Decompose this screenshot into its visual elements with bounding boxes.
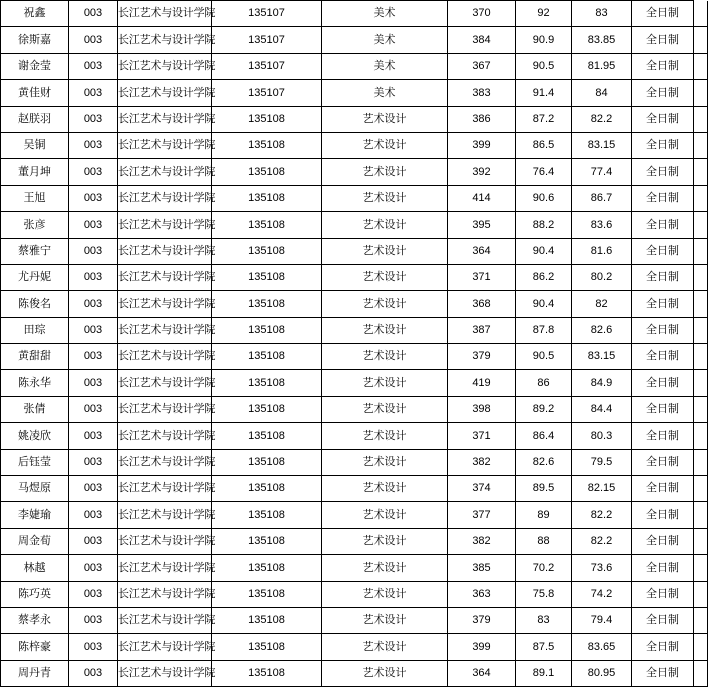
cell-name[interactable]: 董月坤 bbox=[1, 159, 69, 185]
cell-college[interactable]: 长江艺术与设计学院 bbox=[118, 317, 212, 343]
row-trailing-cell bbox=[694, 344, 708, 370]
cell-dept-code[interactable]: 003 bbox=[69, 476, 118, 502]
cell-score-1[interactable]: 90.9 bbox=[516, 27, 572, 53]
cell-score-2[interactable]: 83.85 bbox=[572, 27, 632, 53]
cell-major-name[interactable]: 艺术设计 bbox=[322, 291, 448, 317]
cell-total-score[interactable]: 377 bbox=[448, 502, 516, 528]
cell-major-code[interactable]: 135108 bbox=[212, 185, 322, 211]
cell-study-type[interactable]: 全日制 bbox=[632, 449, 694, 475]
row-trailing-cell bbox=[694, 581, 708, 607]
cell-name[interactable]: 徐斯嘉 bbox=[1, 27, 69, 53]
cell-total-score[interactable]: 399 bbox=[448, 634, 516, 660]
cell-score-2[interactable]: 82.6 bbox=[572, 317, 632, 343]
cell-name[interactable]: 田琮 bbox=[1, 317, 69, 343]
table-row[interactable] bbox=[1, 423, 708, 449]
cell-dept-code[interactable]: 003 bbox=[69, 291, 118, 317]
cell-total-score[interactable]: 399 bbox=[448, 132, 516, 158]
cell-score-2[interactable]: 86.7 bbox=[572, 185, 632, 211]
cell-study-type[interactable]: 全日制 bbox=[632, 370, 694, 396]
cell-study-type[interactable]: 全日制 bbox=[632, 212, 694, 238]
cell-total-score[interactable]: 385 bbox=[448, 555, 516, 581]
table-row[interactable] bbox=[1, 476, 708, 502]
cell-college[interactable]: 长江艺术与设计学院 bbox=[118, 53, 212, 79]
cell-college[interactable]: 长江艺术与设计学院 bbox=[118, 238, 212, 264]
cell-score-1[interactable]: 70.2 bbox=[516, 555, 572, 581]
table-row[interactable] bbox=[1, 106, 708, 132]
cell-name[interactable]: 蔡雅宁 bbox=[1, 238, 69, 264]
cell-college[interactable]: 长江艺术与设计学院 bbox=[118, 291, 212, 317]
cell-study-type[interactable]: 全日制 bbox=[632, 317, 694, 343]
cell-dept-code[interactable]: 003 bbox=[69, 132, 118, 158]
cell-total-score[interactable]: 374 bbox=[448, 476, 516, 502]
table-row[interactable] bbox=[1, 159, 708, 185]
cell-dept-code[interactable]: 003 bbox=[69, 27, 118, 53]
cell-dept-code[interactable]: 003 bbox=[69, 1, 118, 27]
table-row[interactable] bbox=[1, 132, 708, 158]
cell-name[interactable]: 王旭 bbox=[1, 185, 69, 211]
cell-total-score[interactable]: 383 bbox=[448, 80, 516, 106]
cell-study-type[interactable]: 全日制 bbox=[632, 634, 694, 660]
cell-dept-code[interactable]: 003 bbox=[69, 581, 118, 607]
cell-major-code[interactable]: 135108 bbox=[212, 106, 322, 132]
cell-college[interactable]: 长江艺术与设计学院 bbox=[118, 27, 212, 53]
cell-major-code[interactable]: 135108 bbox=[212, 370, 322, 396]
cell-name[interactable]: 黄佳财 bbox=[1, 80, 69, 106]
cell-name[interactable]: 周丹青 bbox=[1, 660, 69, 686]
cell-college[interactable]: 长江艺术与设计学院 bbox=[118, 370, 212, 396]
row-trailing-cell bbox=[694, 555, 708, 581]
cell-total-score[interactable]: 364 bbox=[448, 238, 516, 264]
row-trailing-cell bbox=[694, 476, 708, 502]
cell-name[interactable]: 黄甜甜 bbox=[1, 344, 69, 370]
cell-score-2[interactable]: 82 bbox=[572, 291, 632, 317]
cell-dept-code[interactable]: 003 bbox=[69, 80, 118, 106]
cell-total-score[interactable]: 398 bbox=[448, 396, 516, 422]
cell-dept-code[interactable]: 003 bbox=[69, 634, 118, 660]
row-trailing-cell bbox=[694, 1, 708, 27]
cell-study-type[interactable]: 全日制 bbox=[632, 528, 694, 554]
table-row[interactable] bbox=[1, 634, 708, 660]
cell-college[interactable]: 长江艺术与设计学院 bbox=[118, 396, 212, 422]
cell-dept-code[interactable]: 003 bbox=[69, 370, 118, 396]
table-row[interactable] bbox=[1, 80, 708, 106]
cell-major-code[interactable]: 135108 bbox=[212, 264, 322, 290]
cell-study-type[interactable]: 全日制 bbox=[632, 27, 694, 53]
cell-study-type[interactable]: 全日制 bbox=[632, 264, 694, 290]
cell-college[interactable]: 长江艺术与设计学院 bbox=[118, 1, 212, 27]
cell-major-name[interactable]: 艺术设计 bbox=[322, 132, 448, 158]
cell-study-type[interactable]: 全日制 bbox=[632, 80, 694, 106]
cell-college[interactable]: 长江艺术与设计学院 bbox=[118, 449, 212, 475]
cell-total-score[interactable]: 367 bbox=[448, 53, 516, 79]
cell-dept-code[interactable]: 003 bbox=[69, 159, 118, 185]
row-trailing-cell bbox=[694, 80, 708, 106]
cell-score-1[interactable]: 89.5 bbox=[516, 476, 572, 502]
table-row[interactable] bbox=[1, 264, 708, 290]
cell-dept-code[interactable]: 003 bbox=[69, 106, 118, 132]
cell-score-1[interactable]: 87.5 bbox=[516, 634, 572, 660]
cell-study-type[interactable]: 全日制 bbox=[632, 555, 694, 581]
row-trailing-cell bbox=[694, 634, 708, 660]
cell-score-1[interactable]: 91.4 bbox=[516, 80, 572, 106]
cell-study-type[interactable]: 全日制 bbox=[632, 238, 694, 264]
cell-name[interactable]: 蔡孝永 bbox=[1, 607, 69, 633]
table-row[interactable] bbox=[1, 27, 708, 53]
cell-score-1[interactable]: 90.6 bbox=[516, 185, 572, 211]
cell-name[interactable]: 张彦 bbox=[1, 212, 69, 238]
table-row[interactable] bbox=[1, 1, 708, 27]
cell-major-name[interactable]: 艺术设计 bbox=[322, 106, 448, 132]
cell-major-code[interactable]: 135108 bbox=[212, 159, 322, 185]
cell-total-score[interactable]: 382 bbox=[448, 528, 516, 554]
cell-name[interactable]: 尤丹妮 bbox=[1, 264, 69, 290]
cell-college[interactable]: 长江艺术与设计学院 bbox=[118, 264, 212, 290]
row-trailing-cell bbox=[694, 502, 708, 528]
cell-study-type[interactable]: 全日制 bbox=[632, 396, 694, 422]
cell-score-1[interactable]: 75.8 bbox=[516, 581, 572, 607]
cell-score-2[interactable]: 79.4 bbox=[572, 607, 632, 633]
cell-score-2[interactable]: 73.6 bbox=[572, 555, 632, 581]
cell-college[interactable]: 长江艺术与设计学院 bbox=[118, 502, 212, 528]
cell-score-1[interactable]: 83 bbox=[516, 607, 572, 633]
cell-major-name[interactable]: 艺术设计 bbox=[322, 185, 448, 211]
cell-score-2[interactable]: 74.2 bbox=[572, 581, 632, 607]
cell-score-1[interactable]: 86 bbox=[516, 370, 572, 396]
cell-major-name[interactable]: 美术 bbox=[322, 53, 448, 79]
cell-name[interactable]: 陈永华 bbox=[1, 370, 69, 396]
cell-study-type[interactable]: 全日制 bbox=[632, 423, 694, 449]
row-trailing-cell bbox=[694, 212, 708, 238]
cell-college[interactable]: 长江艺术与设计学院 bbox=[118, 80, 212, 106]
table-row[interactable] bbox=[1, 502, 708, 528]
row-trailing-cell bbox=[694, 528, 708, 554]
row-trailing-cell bbox=[694, 132, 708, 158]
cell-major-code[interactable]: 135108 bbox=[212, 344, 322, 370]
cell-dept-code[interactable]: 003 bbox=[69, 344, 118, 370]
cell-score-2[interactable]: 84.9 bbox=[572, 370, 632, 396]
cell-study-type[interactable]: 全日制 bbox=[632, 476, 694, 502]
cell-major-code[interactable]: 135108 bbox=[212, 132, 322, 158]
cell-total-score[interactable]: 392 bbox=[448, 159, 516, 185]
row-trailing-cell bbox=[694, 317, 708, 343]
table-row[interactable] bbox=[1, 396, 708, 422]
cell-major-code[interactable]: 135108 bbox=[212, 607, 322, 633]
cell-study-type[interactable]: 全日制 bbox=[632, 344, 694, 370]
cell-college[interactable]: 长江艺术与设计学院 bbox=[118, 634, 212, 660]
cell-dept-code[interactable]: 003 bbox=[69, 660, 118, 686]
cell-study-type[interactable]: 全日制 bbox=[632, 185, 694, 211]
cell-score-2[interactable]: 80.3 bbox=[572, 423, 632, 449]
table-body bbox=[1, 1, 708, 687]
cell-major-name[interactable]: 艺术设计 bbox=[322, 264, 448, 290]
cell-total-score[interactable]: 414 bbox=[448, 185, 516, 211]
cell-major-code[interactable]: 135108 bbox=[212, 396, 322, 422]
cell-name[interactable]: 姚凌欣 bbox=[1, 423, 69, 449]
table-row[interactable] bbox=[1, 238, 708, 264]
cell-total-score[interactable]: 387 bbox=[448, 317, 516, 343]
cell-total-score[interactable]: 382 bbox=[448, 449, 516, 475]
cell-major-name[interactable]: 艺术设计 bbox=[322, 238, 448, 264]
row-trailing-cell bbox=[694, 607, 708, 633]
row-trailing-cell bbox=[694, 185, 708, 211]
cell-major-name[interactable]: 艺术设计 bbox=[322, 502, 448, 528]
cell-score-2[interactable]: 82.2 bbox=[572, 502, 632, 528]
cell-score-2[interactable]: 79.5 bbox=[572, 449, 632, 475]
cell-major-code[interactable]: 135108 bbox=[212, 291, 322, 317]
cell-major-code[interactable]: 135108 bbox=[212, 238, 322, 264]
cell-major-code[interactable]: 135108 bbox=[212, 581, 322, 607]
cell-college[interactable]: 长江艺术与设计学院 bbox=[118, 159, 212, 185]
cell-college[interactable]: 长江艺术与设计学院 bbox=[118, 344, 212, 370]
cell-total-score[interactable]: 379 bbox=[448, 607, 516, 633]
cell-study-type[interactable]: 全日制 bbox=[632, 132, 694, 158]
cell-dept-code[interactable]: 003 bbox=[69, 264, 118, 290]
cell-score-2[interactable]: 83.15 bbox=[572, 344, 632, 370]
cell-total-score[interactable]: 364 bbox=[448, 660, 516, 686]
row-trailing-cell bbox=[694, 291, 708, 317]
cell-total-score[interactable]: 384 bbox=[448, 27, 516, 53]
cell-major-code[interactable]: 135107 bbox=[212, 1, 322, 27]
cell-score-1[interactable]: 88.2 bbox=[516, 212, 572, 238]
cell-major-code[interactable]: 135108 bbox=[212, 317, 322, 343]
cell-dept-code[interactable]: 003 bbox=[69, 555, 118, 581]
row-trailing-cell bbox=[694, 53, 708, 79]
cell-score-1[interactable]: 86.2 bbox=[516, 264, 572, 290]
cell-total-score[interactable]: 371 bbox=[448, 423, 516, 449]
cell-score-1[interactable]: 86.5 bbox=[516, 132, 572, 158]
cell-dept-code[interactable]: 003 bbox=[69, 53, 118, 79]
table-row[interactable] bbox=[1, 291, 708, 317]
row-trailing-cell bbox=[694, 449, 708, 475]
cell-major-name[interactable]: 艺术设计 bbox=[322, 317, 448, 343]
cell-dept-code[interactable]: 003 bbox=[69, 607, 118, 633]
cell-college[interactable]: 长江艺术与设计学院 bbox=[118, 528, 212, 554]
cell-major-name[interactable]: 艺术设计 bbox=[322, 528, 448, 554]
cell-score-1[interactable]: 82.6 bbox=[516, 449, 572, 475]
cell-major-name[interactable]: 美术 bbox=[322, 80, 448, 106]
cell-college[interactable]: 长江艺术与设计学院 bbox=[118, 555, 212, 581]
cell-major-name[interactable]: 艺术设计 bbox=[322, 396, 448, 422]
cell-dept-code[interactable]: 003 bbox=[69, 212, 118, 238]
cell-study-type[interactable]: 全日制 bbox=[632, 581, 694, 607]
cell-major-code[interactable]: 135107 bbox=[212, 80, 322, 106]
cell-score-2[interactable]: 82.2 bbox=[572, 106, 632, 132]
cell-score-2[interactable]: 83.65 bbox=[572, 634, 632, 660]
cell-college[interactable]: 长江艺术与设计学院 bbox=[118, 660, 212, 686]
cell-score-1[interactable]: 89 bbox=[516, 502, 572, 528]
cell-total-score[interactable]: 379 bbox=[448, 344, 516, 370]
table-row[interactable] bbox=[1, 344, 708, 370]
row-trailing-cell bbox=[694, 159, 708, 185]
cell-score-1[interactable]: 87.2 bbox=[516, 106, 572, 132]
cell-major-name[interactable]: 艺术设计 bbox=[322, 555, 448, 581]
cell-study-type[interactable]: 全日制 bbox=[632, 106, 694, 132]
cell-study-type[interactable]: 全日制 bbox=[632, 291, 694, 317]
cell-dept-code[interactable]: 003 bbox=[69, 502, 118, 528]
cell-name[interactable]: 李婕瑜 bbox=[1, 502, 69, 528]
cell-name[interactable]: 谢金莹 bbox=[1, 53, 69, 79]
cell-college[interactable]: 长江艺术与设计学院 bbox=[118, 185, 212, 211]
cell-major-code[interactable]: 135108 bbox=[212, 555, 322, 581]
cell-dept-code[interactable]: 003 bbox=[69, 423, 118, 449]
cell-major-name[interactable]: 艺术设计 bbox=[322, 660, 448, 686]
row-trailing-cell bbox=[694, 396, 708, 422]
cell-major-name[interactable]: 艺术设计 bbox=[322, 212, 448, 238]
cell-study-type[interactable]: 全日制 bbox=[632, 1, 694, 27]
cell-score-2[interactable]: 84 bbox=[572, 80, 632, 106]
table-row[interactable] bbox=[1, 449, 708, 475]
table-row[interactable] bbox=[1, 660, 708, 686]
cell-total-score[interactable]: 386 bbox=[448, 106, 516, 132]
cell-score-1[interactable]: 86.4 bbox=[516, 423, 572, 449]
cell-major-name[interactable]: 艺术设计 bbox=[322, 449, 448, 475]
cell-name[interactable]: 吴铜 bbox=[1, 132, 69, 158]
cell-score-2[interactable]: 83 bbox=[572, 1, 632, 27]
cell-major-code[interactable]: 135108 bbox=[212, 476, 322, 502]
cell-name[interactable]: 祝鑫 bbox=[1, 1, 69, 27]
cell-name[interactable]: 陈梓豪 bbox=[1, 634, 69, 660]
cell-major-code[interactable]: 135107 bbox=[212, 53, 322, 79]
row-trailing-cell bbox=[694, 660, 708, 686]
cell-major-code[interactable]: 135108 bbox=[212, 528, 322, 554]
cell-name[interactable]: 林越 bbox=[1, 555, 69, 581]
table-row[interactable] bbox=[1, 53, 708, 79]
table-row[interactable] bbox=[1, 555, 708, 581]
cell-total-score[interactable]: 368 bbox=[448, 291, 516, 317]
cell-college[interactable]: 长江艺术与设计学院 bbox=[118, 132, 212, 158]
cell-total-score[interactable]: 371 bbox=[448, 264, 516, 290]
cell-major-code[interactable]: 135107 bbox=[212, 27, 322, 53]
table-row[interactable] bbox=[1, 212, 708, 238]
cell-major-name[interactable]: 艺术设计 bbox=[322, 634, 448, 660]
table-row[interactable] bbox=[1, 317, 708, 343]
cell-name[interactable]: 周金荀 bbox=[1, 528, 69, 554]
cell-major-code[interactable]: 135108 bbox=[212, 423, 322, 449]
cell-name[interactable]: 后钰莹 bbox=[1, 449, 69, 475]
cell-college[interactable]: 长江艺术与设计学院 bbox=[118, 607, 212, 633]
cell-score-2[interactable]: 82.2 bbox=[572, 528, 632, 554]
cell-score-2[interactable]: 80.2 bbox=[572, 264, 632, 290]
cell-college[interactable]: 长江艺术与设计学院 bbox=[118, 212, 212, 238]
cell-score-1[interactable]: 90.4 bbox=[516, 238, 572, 264]
cell-study-type[interactable]: 全日制 bbox=[632, 502, 694, 528]
cell-study-type[interactable]: 全日制 bbox=[632, 53, 694, 79]
cell-total-score[interactable]: 395 bbox=[448, 212, 516, 238]
cell-college[interactable]: 长江艺术与设计学院 bbox=[118, 476, 212, 502]
row-trailing-cell bbox=[694, 423, 708, 449]
cell-major-name[interactable]: 艺术设计 bbox=[322, 607, 448, 633]
table-row[interactable] bbox=[1, 370, 708, 396]
cell-name[interactable]: 马煜原 bbox=[1, 476, 69, 502]
cell-name[interactable]: 陈俊名 bbox=[1, 291, 69, 317]
table-row[interactable] bbox=[1, 185, 708, 211]
cell-major-name[interactable]: 艺术设计 bbox=[322, 423, 448, 449]
cell-dept-code[interactable]: 003 bbox=[69, 449, 118, 475]
cell-name[interactable]: 赵朕羽 bbox=[1, 106, 69, 132]
cell-major-name[interactable]: 艺术设计 bbox=[322, 344, 448, 370]
cell-major-code[interactable]: 135108 bbox=[212, 634, 322, 660]
row-trailing-cell bbox=[694, 370, 708, 396]
cell-major-name[interactable]: 艺术设计 bbox=[322, 476, 448, 502]
cell-score-1[interactable]: 89.2 bbox=[516, 396, 572, 422]
cell-major-code[interactable]: 135108 bbox=[212, 502, 322, 528]
cell-dept-code[interactable]: 003 bbox=[69, 317, 118, 343]
cell-study-type[interactable]: 全日制 bbox=[632, 607, 694, 633]
cell-college[interactable]: 长江艺术与设计学院 bbox=[118, 423, 212, 449]
cell-score-2[interactable]: 82.15 bbox=[572, 476, 632, 502]
cell-major-name[interactable]: 美术 bbox=[322, 1, 448, 27]
cell-major-name[interactable]: 艺术设计 bbox=[322, 581, 448, 607]
row-trailing-cell bbox=[694, 264, 708, 290]
cell-major-name[interactable]: 艺术设计 bbox=[322, 370, 448, 396]
cell-score-1[interactable]: 87.8 bbox=[516, 317, 572, 343]
cell-major-name[interactable]: 美术 bbox=[322, 27, 448, 53]
cell-major-code[interactable]: 135108 bbox=[212, 212, 322, 238]
cell-study-type[interactable]: 全日制 bbox=[632, 660, 694, 686]
cell-score-2[interactable]: 83.6 bbox=[572, 212, 632, 238]
cell-dept-code[interactable]: 003 bbox=[69, 528, 118, 554]
cell-dept-code[interactable]: 003 bbox=[69, 238, 118, 264]
cell-score-1[interactable]: 90.4 bbox=[516, 291, 572, 317]
row-trailing-cell bbox=[694, 238, 708, 264]
cell-total-score[interactable]: 370 bbox=[448, 1, 516, 27]
cell-score-2[interactable]: 81.6 bbox=[572, 238, 632, 264]
cell-major-code[interactable]: 135108 bbox=[212, 449, 322, 475]
table-row[interactable] bbox=[1, 581, 708, 607]
cell-score-2[interactable]: 83.15 bbox=[572, 132, 632, 158]
cell-score-1[interactable]: 90.5 bbox=[516, 53, 572, 79]
row-trailing-cell bbox=[694, 27, 708, 53]
cell-score-1[interactable]: 76.4 bbox=[516, 159, 572, 185]
row-trailing-cell bbox=[694, 106, 708, 132]
cell-college[interactable]: 长江艺术与设计学院 bbox=[118, 581, 212, 607]
cell-score-1[interactable]: 92 bbox=[516, 1, 572, 27]
cell-major-code[interactable]: 135108 bbox=[212, 660, 322, 686]
cell-major-name[interactable]: 艺术设计 bbox=[322, 159, 448, 185]
cell-score-1[interactable]: 88 bbox=[516, 528, 572, 554]
cell-total-score[interactable]: 363 bbox=[448, 581, 516, 607]
cell-score-2[interactable]: 81.95 bbox=[572, 53, 632, 79]
cell-study-type[interactable]: 全日制 bbox=[632, 159, 694, 185]
cell-score-1[interactable]: 89.1 bbox=[516, 660, 572, 686]
cell-score-2[interactable]: 80.95 bbox=[572, 660, 632, 686]
cell-name[interactable]: 张倩 bbox=[1, 396, 69, 422]
cell-dept-code[interactable]: 003 bbox=[69, 396, 118, 422]
cell-score-2[interactable]: 77.4 bbox=[572, 159, 632, 185]
cell-score-2[interactable]: 84.4 bbox=[572, 396, 632, 422]
cell-dept-code[interactable]: 003 bbox=[69, 185, 118, 211]
cell-score-1[interactable]: 90.5 bbox=[516, 344, 572, 370]
table-row[interactable] bbox=[1, 528, 708, 554]
cell-college[interactable]: 长江艺术与设计学院 bbox=[118, 106, 212, 132]
cell-name[interactable]: 陈巧英 bbox=[1, 581, 69, 607]
cell-total-score[interactable]: 419 bbox=[448, 370, 516, 396]
table-row[interactable] bbox=[1, 607, 708, 633]
